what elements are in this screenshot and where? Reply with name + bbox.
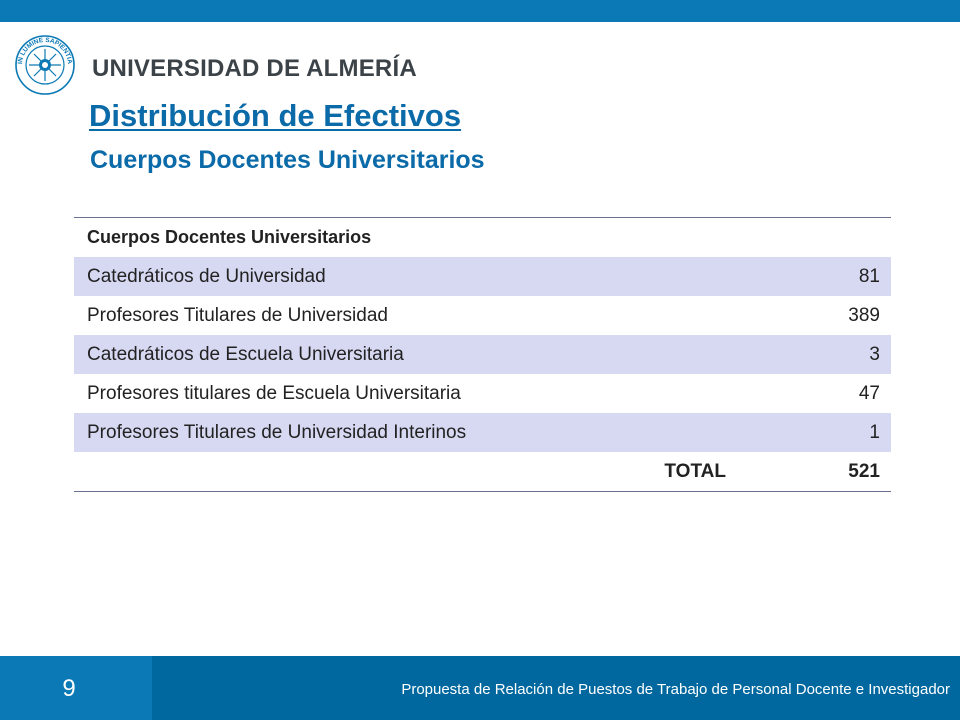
page-number: 9 xyxy=(62,675,76,702)
total-value: 521 xyxy=(754,452,891,492)
table-row xyxy=(74,296,891,335)
row-value: 389 xyxy=(848,304,880,326)
row-label: Profesores titulares de Escuela Universitaria xyxy=(87,382,461,404)
row-label: Profesores Titulares de Universidad Interinos xyxy=(74,413,754,452)
table-header: Cuerpos Docentes Universitarios xyxy=(74,218,891,258)
row-label: Profesores Titulares de Universidad xyxy=(87,304,388,326)
table-row xyxy=(74,335,891,374)
row-value: 1 xyxy=(754,413,891,452)
faculty-table xyxy=(74,217,891,492)
university-seal-logo xyxy=(14,34,76,96)
footer-text: Propuesta de Relación de Puestos de Trabajo de Personal Docente e Investigador xyxy=(401,681,950,698)
table-row xyxy=(74,413,891,452)
table-row xyxy=(74,257,891,296)
university-name: UNIVERSIDAD DE ALMERÍA xyxy=(92,55,417,82)
total-label: TOTAL xyxy=(74,452,754,492)
svg-text:IN LUMINE SAPIENTIA: IN LUMINE SAPIENTIA xyxy=(17,36,74,65)
slide-title: Distribución de Efectivos xyxy=(89,98,462,133)
row-label: Catedráticos de Universidad xyxy=(74,257,754,296)
total-row xyxy=(74,452,891,492)
top-bar xyxy=(0,0,960,22)
table-row xyxy=(74,374,891,413)
row-value: 3 xyxy=(754,335,891,374)
row-value: 47 xyxy=(858,382,880,404)
row-value: 81 xyxy=(754,257,891,296)
row-label: Catedráticos de Escuela Universitaria xyxy=(74,335,754,374)
slide-subtitle: Cuerpos Docentes Universitarios xyxy=(90,146,485,174)
table-header-row xyxy=(74,218,891,258)
